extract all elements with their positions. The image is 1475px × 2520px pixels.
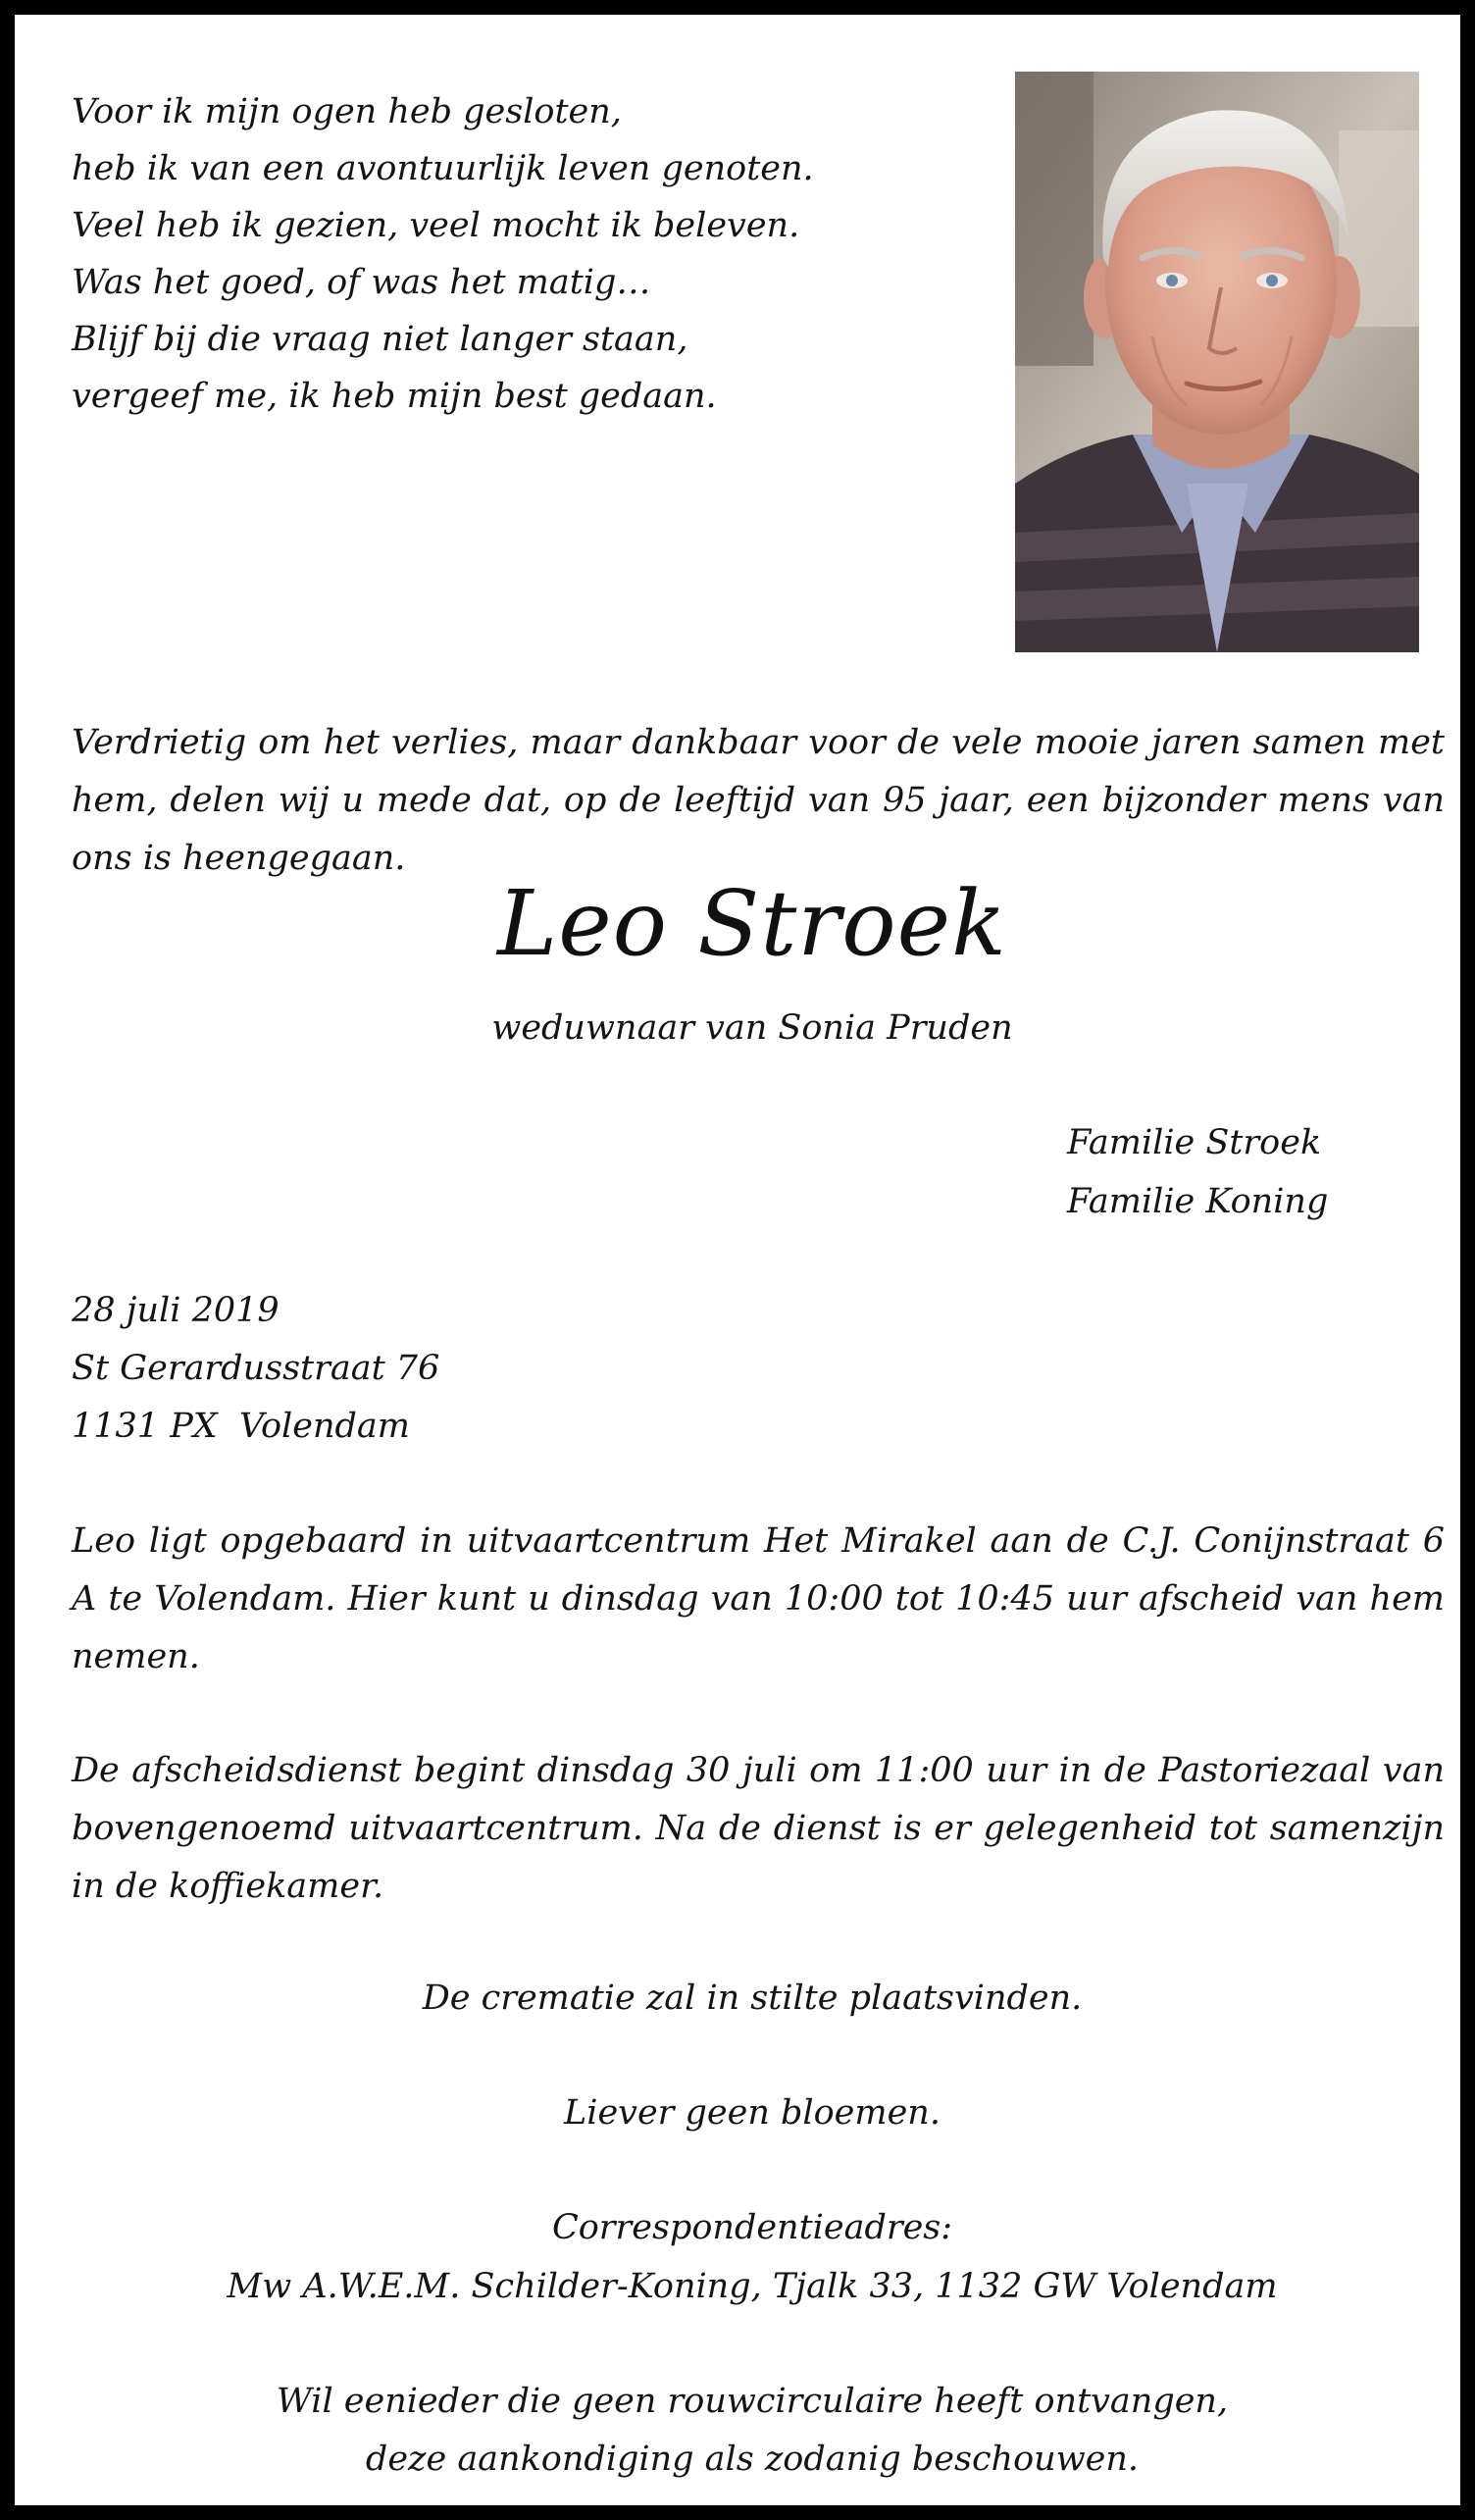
poem-line: heb ik van een avontuurlijk leven genoten. bbox=[72, 149, 814, 188]
correspondence-label: Correspondentieadres: bbox=[551, 2208, 953, 2247]
intro-paragraph: Verdrietig om het verlies, maar dankbaar voor de vele mooie jaren samen met hem, delen wij u mede dat, op de leeftijd van 95 jaar, een bijzonder mens van ons is heengegaan. bbox=[72, 723, 1445, 878]
poem bbox=[72, 83, 954, 425]
address-block bbox=[72, 1282, 439, 1456]
family-name: Familie Koning bbox=[1067, 1182, 1329, 1221]
poem-line: Voor ik mijn ogen heb gesloten, bbox=[72, 92, 622, 131]
deceased-subtitle: weduwnaar van Sonia Pruden bbox=[491, 1008, 1013, 1048]
families bbox=[1067, 1113, 1328, 1231]
address-date: 28 juli 2019 bbox=[72, 1291, 280, 1330]
portrait-photo bbox=[1015, 72, 1419, 652]
address-street: St Gerardusstraat 76 bbox=[72, 1349, 440, 1388]
closing-line: Wil eenieder die geen rouwcirculaire heeft ontvangen, bbox=[276, 2382, 1229, 2421]
deceased-name: Leo Stroek bbox=[497, 871, 1007, 976]
cremation-note: De crematie zal in stilte plaatsvinden. bbox=[422, 1979, 1083, 2018]
poem-line: Veel heb ik gezien, veel mocht ik beleven. bbox=[72, 206, 800, 245]
family-name: Familie Stroek bbox=[1067, 1123, 1322, 1162]
viewing-paragraph: Leo ligt opgebaard in uitvaartcentrum Het Mirakel aan de C.J. Conijnstraat 6 A te Volendam. Hier kunt u dinsdag van 10:00 tot 10:45 uur afscheid van hem nemen. bbox=[72, 1521, 1445, 1676]
address-city: 1131 PX Volendam bbox=[72, 1407, 410, 1446]
poem-line: vergeef me, ik heb mijn best gedaan. bbox=[72, 377, 717, 416]
poem-line: Was het goed, of was het matig… bbox=[72, 263, 651, 302]
portrait-illustration bbox=[1015, 72, 1419, 652]
correspondence-address: Mw A.W.E.M. Schilder-Koning, Tjalk 33, 1132 GW Volendam bbox=[227, 2267, 1278, 2306]
poem-line: Blijf bij die vraag niet langer staan, bbox=[72, 320, 688, 359]
closing-line: deze aankondiging als zodanig beschouwen. bbox=[365, 2440, 1140, 2479]
service-paragraph: De afscheidsdienst begint dinsdag 30 juli om 11:00 uur in de Pastoriezaal van bovengenoemd uitvaartcentrum. Na de dienst is er gelegenheid tot samenzijn in de koffiekamer. bbox=[72, 1751, 1445, 1906]
flowers-note: Liever geen bloemen. bbox=[564, 2093, 941, 2133]
